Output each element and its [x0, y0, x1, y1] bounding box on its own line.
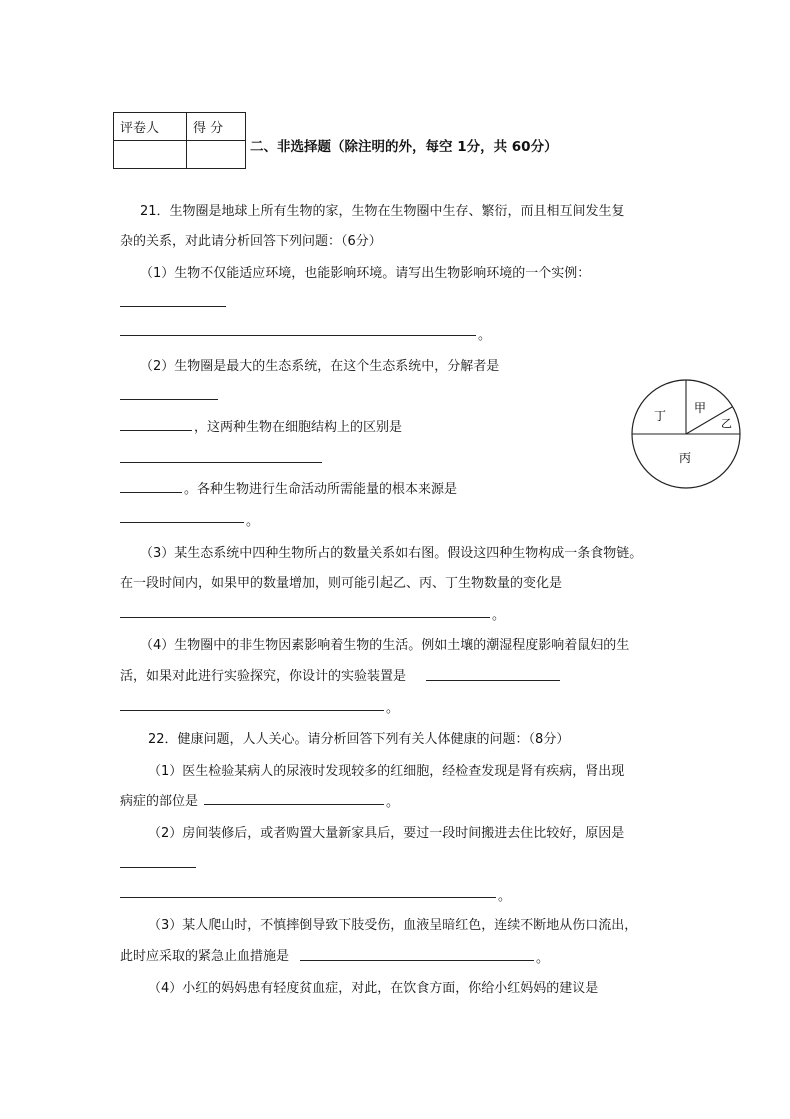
q21-p2-blank-e[interactable]: [120, 522, 244, 523]
q22-p3-blank[interactable]: [300, 960, 534, 961]
q21-p2-blank-b[interactable]: [120, 430, 192, 431]
q22-p1-period: 。: [386, 795, 400, 810]
section-title: 二、非选择题（除注明的外，每空 1分，共 60分）: [250, 139, 558, 155]
grader-label: 评卷人: [114, 113, 187, 141]
score-cell[interactable]: [187, 141, 246, 169]
q21-p4-blank-a[interactable]: [426, 680, 560, 681]
q21-p3-blank[interactable]: [120, 617, 490, 618]
q22-part1-line2: 病症的部位是: [120, 794, 199, 809]
q21-p3-period: 。: [492, 608, 506, 623]
q21-p4-period: 。: [386, 701, 400, 716]
q22-p1-blank[interactable]: [204, 804, 384, 805]
q21-p1-blank-a[interactable]: [120, 306, 226, 307]
q21-part2: （2）生物圈是最大的生态系统，在这个生态系统中，分解者是: [140, 359, 500, 374]
q22-part4: （4）小红的妈妈患有轻度贫血症，对此，在饮食方面，你给小红妈妈的建议是: [148, 981, 599, 996]
q22-part2: （2）房间装修后，或者购置大量新家具后，要过一段时间搬进去住比较好，原因是: [148, 826, 625, 841]
score-table: [113, 112, 246, 169]
q21-p1-blank-b[interactable]: [120, 335, 476, 336]
pie-label-jia: 甲: [694, 401, 707, 415]
q21-part2c: 。各种生物进行生命活动所需能量的根本来源是: [184, 482, 458, 497]
q22-p3-period: 。: [536, 951, 550, 966]
q21-p2-blank-c[interactable]: [120, 462, 322, 463]
q21-p2-blank-d[interactable]: [120, 492, 182, 493]
q22-p2-blank-b[interactable]: [120, 897, 496, 898]
q21-part3-line1: （3）某生态系统中四种生物所占的数量关系如右图。假设这四种生物构成一条食物链。: [140, 546, 643, 561]
q22-part3-line2: 此时应采取的紧急止血措施是: [120, 949, 290, 964]
q21-part4-line2: 活，如果对此进行实验探究，你设计的实验装置是: [120, 669, 407, 684]
q22-p2-period: 。: [498, 889, 512, 904]
q22-part3-line1: （3）某人爬山时，不慎摔倒导致下肢受伤，血液呈暗红色，连续不断地从伤口流出，: [148, 918, 638, 933]
q21-part1: （1）生物不仅能适应环境，也能影响环境。请写出生物影响环境的一个实例：: [140, 266, 591, 281]
q21-p1-period: 。: [478, 328, 492, 343]
q21-p2-period: 。: [246, 514, 260, 529]
q21-p4-blank-b[interactable]: [120, 710, 384, 711]
q22-stem: 22．健康问题，人人关心。请分析回答下列有关人体健康的问题：（8分）: [148, 732, 570, 747]
score-label: 得 分: [187, 113, 246, 141]
q21-part3-line2: 在一段时间内，如果甲的数量增加，则可能引起乙、丙、丁生物数量的变化是: [120, 576, 563, 591]
q21-part2b: ，这两种生物在细胞结构上的区别是: [194, 420, 403, 435]
species-pie-diagram: [628, 376, 744, 492]
q21-p2-blank-a[interactable]: [120, 399, 218, 400]
pie-label-bing: 丙: [679, 451, 692, 465]
q21-part4-line1: （4）生物圈中的非生物因素影响着生物的生活。例如土壤的潮湿程度影响着鼠妇的生: [140, 638, 630, 653]
pie-label-yi: 乙: [721, 417, 732, 430]
pie-label-ding: 丁: [654, 409, 667, 423]
q22-part1-line1: （1）医生检验某病人的尿液时发现较多的红细胞，经检查发现是肾有疾病，肾出现: [148, 764, 625, 779]
q22-p2-blank-a[interactable]: [120, 867, 196, 868]
q21-stem-line2: 杂的关系，对此请分析回答下列问题：（6分）: [120, 234, 382, 249]
q21-stem-line1: 21．生物圈是地球上所有生物的家，生物在生物圈中生存、繁衍，而且相互间发生复: [140, 204, 625, 219]
grader-cell[interactable]: [114, 141, 187, 169]
